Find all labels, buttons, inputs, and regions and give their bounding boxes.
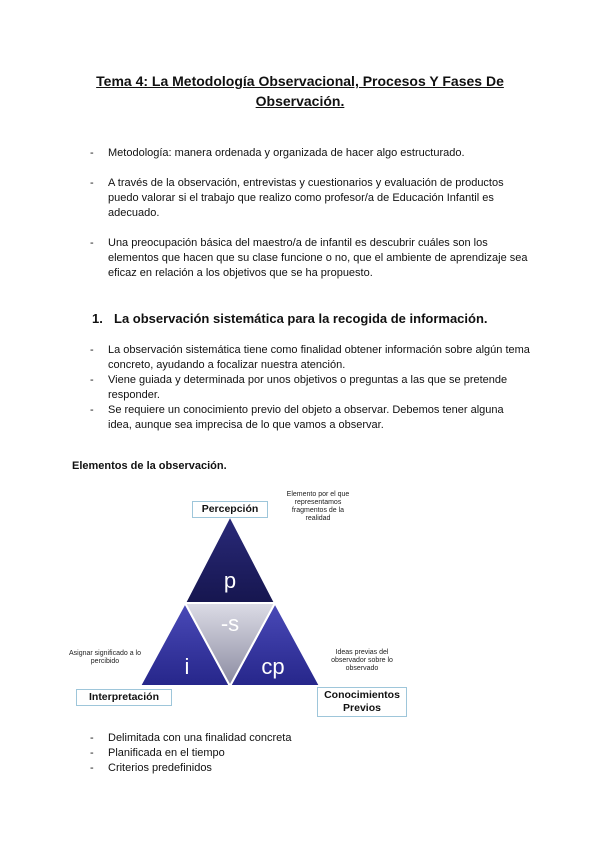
- dash-marker: -: [90, 237, 94, 249]
- list-item-text: Delimitada con una finalidad concreta: [108, 732, 292, 744]
- dash-marker: -: [90, 747, 94, 759]
- section-heading-text: La observación sistemática para la recogida de información.: [114, 311, 488, 326]
- dash-marker: -: [90, 374, 94, 386]
- list-item: [90, 373, 530, 403]
- list-item: [90, 343, 530, 373]
- list-item-text: Metodología: manera ordenada y organizada de hacer algo estructurado.: [108, 147, 465, 159]
- dash-marker: -: [90, 344, 94, 356]
- list-item-text: A través de la observación, entrevistas y cuestionarios y evaluación de productos puedo valorar si el trabajo que realizo como profesor/a de Educación Infantil es adecuado.: [108, 177, 504, 219]
- letter-i: i: [184, 654, 190, 679]
- page-title: [60, 71, 540, 111]
- final-bullet-list: [90, 731, 530, 776]
- letter-s: -s: [220, 611, 240, 636]
- title-line-2: Observación.: [255, 93, 345, 109]
- list-item: [90, 746, 530, 761]
- conocimientos-label: Conocimientos Previos: [317, 687, 407, 717]
- list-item: [90, 236, 530, 281]
- letter-p: p: [223, 568, 237, 593]
- section-number: 1.: [92, 311, 103, 326]
- list-item: [90, 146, 530, 161]
- section-heading: [92, 311, 488, 326]
- percepcion-label: Percepción: [192, 501, 268, 518]
- list-item: [90, 176, 530, 221]
- note-conocimientos: Ideas previas del observador sobre lo observado: [331, 649, 393, 672]
- list-item-text: Criterios predefinidos: [108, 762, 212, 774]
- title-line-1: Tema 4: La Metodología Observacional, Procesos Y Fases De: [96, 73, 504, 89]
- dash-marker: -: [90, 177, 94, 189]
- dash-marker: -: [90, 762, 94, 774]
- interpretacion-label: Interpretación: [76, 689, 172, 706]
- dash-marker: -: [90, 404, 94, 416]
- intro-bullet-list: [90, 146, 530, 296]
- elements-heading: Elementos de la observación.: [72, 460, 227, 472]
- section1-bullet-list: [90, 343, 530, 433]
- list-item-text: Viene guiada y determinada por unos objetivos o preguntas a las que se pretende responder.: [108, 374, 508, 401]
- list-item: [90, 761, 530, 776]
- dash-marker: -: [90, 732, 94, 744]
- list-item-text: Planificada en el tiempo: [108, 747, 225, 759]
- note-interpretacion: Asignar significado a lo percibido: [69, 650, 141, 665]
- list-item-text: La observación sistemática tiene como finalidad obtener información sobre algún tema concreto, ayudando a focalizar nuestra atención.: [108, 344, 530, 371]
- list-item: [90, 403, 530, 433]
- observation-elements-diagram: [60, 488, 420, 718]
- note-percepcion: Elemento por el que representamos fragmentos de la realidad: [286, 491, 350, 522]
- list-item: [90, 731, 530, 746]
- dash-marker: -: [90, 147, 94, 159]
- letter-cp: cp: [261, 654, 285, 679]
- list-item-text: Una preocupación básica del maestro/a de infantil es descubrir cuáles son los elementos que hacen que su clase funcione o no, que el ambiente de aprendizaje sea eficaz en relación a los objetivos que se ha propuesto.: [108, 237, 528, 279]
- triangle-diagram: [60, 488, 420, 718]
- list-item-text: Se requiere un conocimiento previo del objeto a observar. Debemos tener alguna idea, aunque sea imprecisa de lo que vamos a observar.: [108, 404, 504, 431]
